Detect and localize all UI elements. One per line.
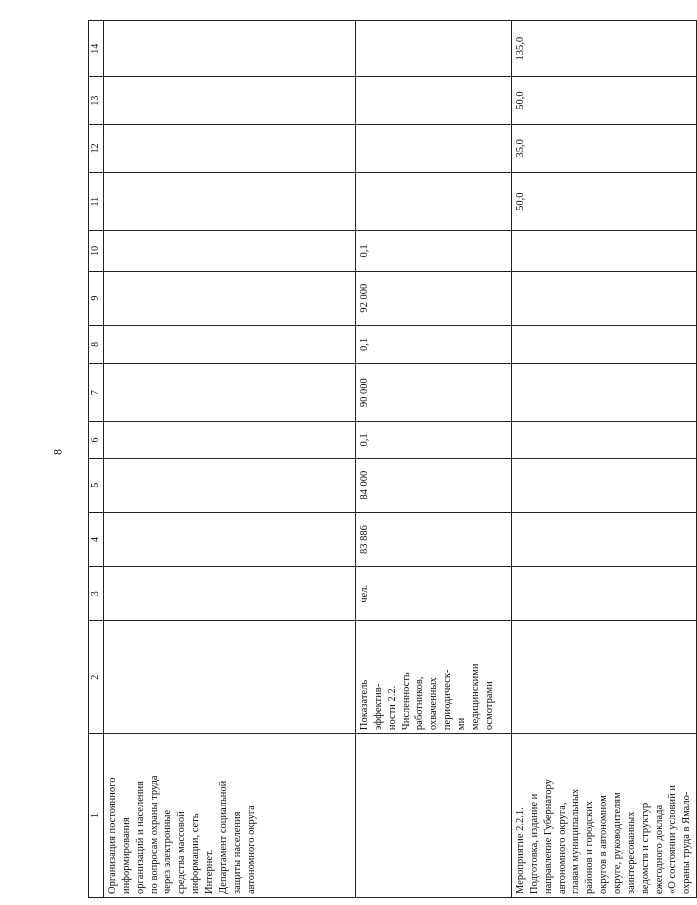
cell-text-line: медицинскими [469, 663, 481, 731]
table-cell-col11 [104, 172, 356, 230]
table-cell-col6: 0,1 [356, 422, 512, 458]
column-number-cell: 12 [89, 124, 104, 172]
column-number-cell: 13 [89, 77, 104, 124]
table-cell-col10 [104, 231, 356, 271]
column-number-cell: 7 [89, 364, 104, 422]
table-cell-col5 [104, 458, 356, 512]
table-cell-col2 [104, 621, 356, 734]
table-cell-col3 [104, 567, 356, 621]
cell-text-line: по вопросам охраны труда [148, 775, 160, 894]
table-cell-col9: 92 000 [356, 271, 512, 325]
table-cell-col4: 83 886 [356, 512, 512, 566]
table-cell-col8 [512, 325, 697, 363]
column-number-cell: 14 [89, 21, 104, 77]
cell-text-line: Организация постоянного [107, 777, 118, 894]
cell-text-line: ми [456, 717, 468, 731]
cell-text-line: Департамент социальной [217, 780, 229, 894]
cell-text-line: ведомств и структур [639, 802, 651, 894]
cell-text-line: осмотрами [483, 681, 495, 731]
table-cell-col1 [356, 734, 512, 898]
page-number-text: 8 [50, 449, 65, 455]
table-cell-col8: 0,1 [356, 325, 512, 363]
cell-text-line: периодическ- [442, 669, 454, 731]
cell-text-line: автономного округа, [556, 802, 568, 894]
cell-text-line: Численность [400, 672, 412, 731]
cell-text-line: Показатель [359, 679, 370, 731]
table-cell-col7 [512, 364, 697, 422]
table-row [512, 21, 697, 898]
column-number-cell: 1 [89, 734, 104, 898]
table-cell-col3 [512, 567, 697, 621]
table-cell-col9 [512, 271, 697, 325]
cell-text-line: «О состоянии условий и [667, 785, 679, 894]
table-cell-col6 [512, 422, 697, 458]
table-cell-col8 [104, 325, 356, 363]
cell-text-line: главам муниципальных [570, 788, 582, 894]
table-cell-col13: 50,0 [512, 77, 697, 124]
cell-text-line: организаций и населения [134, 781, 146, 894]
table-cell-col11 [356, 172, 512, 230]
column-number-cell: 4 [89, 512, 104, 566]
cell-text-line: направление Губернатору [542, 779, 554, 894]
table-cell-col12 [356, 124, 512, 172]
table-cell-col11: 50,0 [512, 172, 697, 230]
table-cell-col6 [104, 422, 356, 458]
table-cell-col2 [356, 621, 512, 734]
table-cell-col5: 84 000 [356, 458, 512, 512]
table-cell-col13 [356, 77, 512, 124]
table-cell-col1 [104, 734, 356, 898]
table-row [356, 21, 512, 898]
cell-text-line: информации, сеть [190, 813, 202, 894]
cell-text-line: округе, руководителям [612, 792, 624, 894]
column-number-cell: 3 [89, 567, 104, 621]
cell-text-line: Мероприятие 2.2.1. [515, 807, 526, 894]
table-cell-col10 [512, 231, 697, 271]
table-cell-col14 [104, 21, 356, 77]
table-cell-col2 [512, 621, 697, 734]
cell-text-line: Подготовка, издание и [528, 793, 540, 894]
column-number-cell: 2 [89, 621, 104, 734]
cell-text-line: ежегодного доклада [653, 804, 665, 894]
cell-text-line: ности 2.2. [386, 685, 398, 731]
cell-text-line: информирования [120, 817, 132, 894]
table-cell-col3: чел. [356, 567, 512, 621]
table-cell-col1 [512, 734, 697, 898]
table-cell-col4 [104, 512, 356, 566]
table-row [104, 21, 356, 898]
column-number-cell: 10 [89, 231, 104, 271]
cell-text-line: средства массовой [176, 811, 188, 894]
cell-text-line: эффектив- [372, 683, 384, 731]
cell-text-line: охраны труда в Ямало- [681, 791, 693, 894]
table-cell-col12 [104, 124, 356, 172]
cell-text-line: районов и городских [584, 801, 596, 894]
column-number-cell: 6 [89, 422, 104, 458]
program-table [88, 20, 697, 898]
column-number-cell: 8 [89, 325, 104, 363]
cell-text-line: защиты населения [231, 811, 243, 894]
table-cell-col5 [512, 458, 697, 512]
column-number-cell: 11 [89, 172, 104, 230]
table-cell-col14 [356, 21, 512, 77]
cell-text-line: заинтересованных [625, 811, 637, 894]
cell-text-line: Интернет. [204, 849, 216, 894]
cell-text-line: округов в автономном [598, 795, 610, 894]
table-cell-col7 [104, 364, 356, 422]
table-cell-col10: 0,1 [356, 231, 512, 271]
table-cell-col9 [104, 271, 356, 325]
cell-text-line: охваченных [428, 677, 440, 731]
cell-text-line: через электронные [162, 809, 174, 894]
cell-text-line: автономного округа [245, 805, 257, 894]
table-cell-col12: 35,0 [512, 124, 697, 172]
column-number-cell: 9 [89, 271, 104, 325]
table-cell-col13 [104, 77, 356, 124]
program-table-sheet [88, 20, 693, 898]
table-cell-col14: 135,0 [512, 21, 697, 77]
table-cell-col7: 90 000 [356, 364, 512, 422]
column-number-cell: 5 [89, 458, 104, 512]
rotated-page-area [88, 20, 693, 898]
table-cell-col4 [512, 512, 697, 566]
column-number-row [89, 21, 104, 898]
cell-text-line: работников, [414, 676, 426, 731]
